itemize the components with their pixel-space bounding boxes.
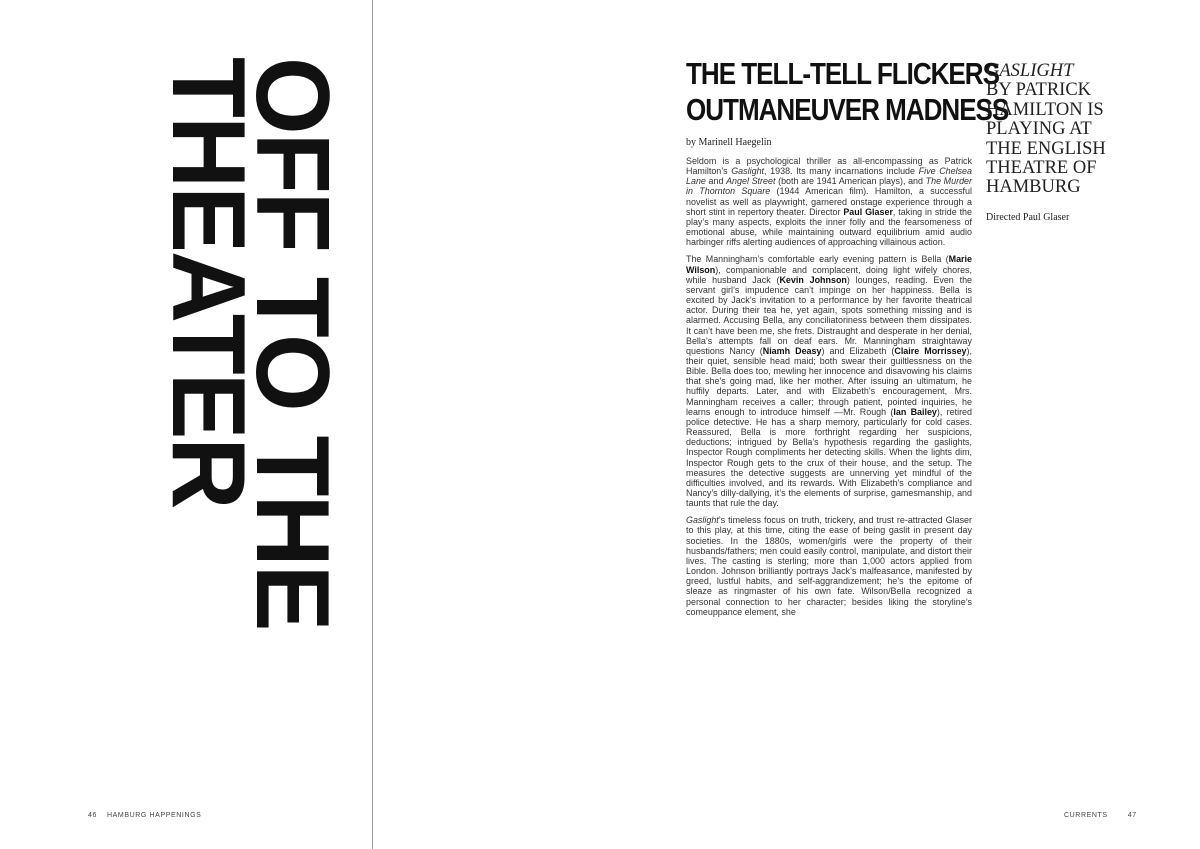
text-run: and (705, 176, 727, 187)
person-name: Kevin Johnson (779, 274, 847, 285)
right-page-footer (1064, 812, 1137, 819)
text-run: The Manningham’s comfortable early evening pattern is Bella ( (686, 254, 949, 265)
text-run: (1944 American film). Hamilton, a successful novelist as well as playwright, garnered onstage experience through a short stint in repertory theater. Director (686, 186, 972, 217)
person-name: Niamh Deasy (762, 345, 822, 356)
text-run: , 1938. Its many incarnations include (764, 166, 919, 177)
director-credit: Directed Paul Glaser (986, 211, 1070, 223)
text-run: Seldom is a psychological thriller as all-encompassing as Patrick Hamilton’s (686, 156, 972, 177)
right-page-number: 47 (1127, 812, 1137, 819)
text-run: (both are 1941 American plays), and (775, 176, 926, 187)
text-run: ) and Elizabeth ( (821, 345, 895, 356)
right-section-name: CURRENTS (1064, 812, 1108, 819)
text-run: ), their quiet, sensible head maid; both swear their guiltlessness on the Bible. Bella does too, mewling her innocence and disavowing his claims that she’s going mad, like her mother. After issuing an ultimatum, he huffily departs. Later, and with Elizabeth’s encouragement, Mrs. Manningham receives a caller; through patient, pointed inquiries, he learns enough to introduce himself —Mr. Rough ( (686, 345, 972, 417)
person-name: Paul Glaser (843, 206, 893, 217)
article-headline (686, 56, 1009, 128)
italic-title: The Murder in Thornton Square (686, 176, 972, 197)
title-line-theater: THEATER (150, 57, 266, 508)
title-line-off-to-the: OFF TO THE (234, 57, 350, 630)
headline-line-1: THE TELL-TELL FLICKERS (686, 56, 999, 91)
left-page-number: 46 (88, 812, 97, 819)
paragraph-1 (686, 156, 972, 247)
article-body (686, 156, 972, 624)
italic-title: Gaslight (731, 166, 765, 177)
article-byline: by Marinell Haegelin (686, 137, 772, 148)
person-name: Claire Morrissey (894, 345, 967, 356)
text-run: ) lounges, reading. Even the servant girl’s impudence can’t impinge on her happiness. Bella is excited by Jack’s invitation to a performance by her favorite theatrical actor. During their tea he, yet again, spots something missing and is alarmed. Accusing Bella, any conciliatoriness between them dissipates. It can’t have been me, she frets. Distraught and desperate in her denial, Bella’s attempts fall on deaf ears. Mr. Manningham straightaway questions Nancy ( (686, 274, 973, 356)
person-name: Marie Wilson (686, 254, 972, 275)
text-run: ’s timeless focus on truth, trickery, and trust re-attracted Glaser to this play, at this time, citing the ease of being gaslit in present day societies. In the 1880s, women/girls were the property of their husbands/fathers; men could easily control, manipulate, and distort their lives. The casting is sterling; more than 1,000 actors applied from London. Johnson brilliantly portrays Jack’s malfeasance, manifested by greed, lustful habits, and self-aggrandizement; he’s the epitome of sleaze as ringmaster of his own fate. Wilson/Bella recognized a personal connection to her character; besides liking the storyline’s comeuppance element, she (686, 515, 972, 617)
vertical-section-title (84, 57, 350, 630)
italic-title: Five Chelsea Lane (686, 166, 972, 187)
text-run: ), retired police detective. He has a sharp memory, particularly for cold cases. Reassured, Bella is more forthright regarding her suspicions, deductions; intrigued by Bella’s hypothesis regarding the gaslights, Inspector Rough compliments her detecting skills. When the lights dim, Inspector Rough gets to the crux of their house, and the setup. The measures the detective suggests are unnerving yet mindful of the difficulties involved, and its rewards. With Elizabeth’s compliance and Nancy’s dilly-dallying, it’s the elements of surprise, gamesmanship, and taunts that rule the day. (686, 406, 973, 509)
play-info-sidebar (986, 62, 1121, 223)
play-venue-text: BY PATRICK HAMILTON IS PLAYING AT THE ENGLISH THEATRE OF HAMBURG (986, 80, 1106, 198)
left-page-footer (88, 812, 211, 819)
text-run: ), companionable and complacent, doing light wifely chores, while husband Jack ( (686, 264, 972, 285)
italic-title: Gaslight (686, 515, 719, 526)
play-name: GASLIGHT (986, 61, 1074, 81)
paragraph-2 (686, 254, 972, 508)
left-section-name: HAMBURG HAPPENINGS (107, 812, 202, 819)
italic-title: Angel Street (726, 176, 776, 187)
paragraph-3 (686, 515, 972, 617)
text-run: , taking in stride the play’s many aspects, exploits the inner folly and the fearsomeness of emotional abuse, while maintaining outward equilibrium amid audio harbinger riffs alerting audiences of approaching villainous action. (686, 206, 972, 248)
person-name: Ian Bailey (893, 406, 937, 417)
headline-line-2: OUTMANEUVER MADNESS (686, 92, 1009, 127)
sidebar-play-title (986, 62, 1121, 198)
page-gutter-divider (372, 0, 373, 849)
